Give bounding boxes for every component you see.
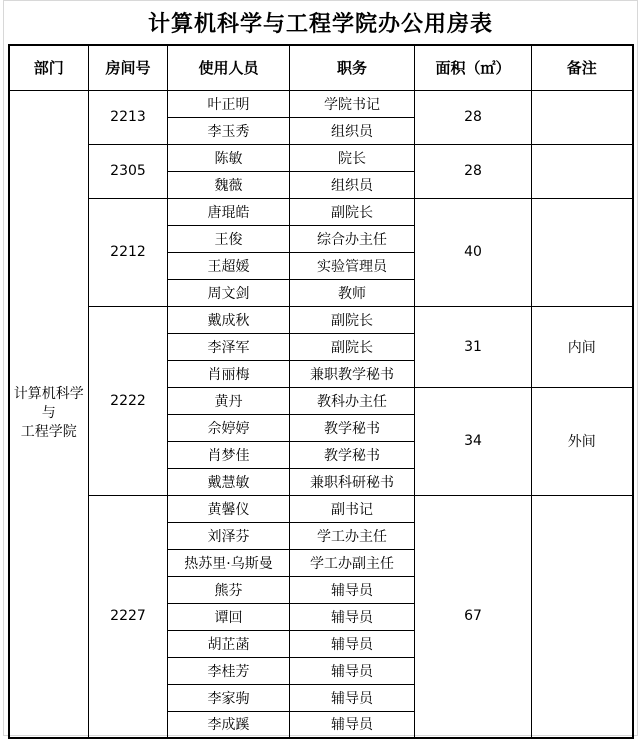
occupant-cell: 熊芬 xyxy=(168,576,290,603)
position-cell: 副院长 xyxy=(290,333,415,360)
room-cell: 2305 xyxy=(89,144,168,198)
position-cell: 组织员 xyxy=(290,171,415,198)
department-cell xyxy=(9,90,89,738)
area-cell: 28 xyxy=(415,144,532,198)
position-cell: 副院长 xyxy=(290,198,415,225)
occupant-cell: 刘泽芬 xyxy=(168,522,290,549)
document-page xyxy=(3,0,638,736)
area-cell: 67 xyxy=(415,495,532,738)
occupant-cell: 周文剑 xyxy=(168,279,290,306)
header-occupant: 使用人员 xyxy=(168,45,290,90)
header-area: 面积（㎡） xyxy=(415,45,532,90)
position-cell: 学工办副主任 xyxy=(290,549,415,576)
office-room-table xyxy=(8,44,634,739)
header-remark: 备注 xyxy=(532,45,633,90)
department-line-1: 计算机科学与 xyxy=(13,386,84,422)
occupant-cell: 王俊 xyxy=(168,225,290,252)
header-row xyxy=(9,45,633,90)
occupant-cell: 戴成秋 xyxy=(168,306,290,333)
table-row xyxy=(9,144,633,171)
area-cell: 34 xyxy=(415,387,532,495)
table-row xyxy=(9,495,633,522)
remark-cell: 内间 xyxy=(532,306,633,387)
table-row xyxy=(9,90,633,117)
remark-cell xyxy=(532,198,633,306)
occupant-cell: 陈敏 xyxy=(168,144,290,171)
occupant-cell: 肖丽梅 xyxy=(168,360,290,387)
position-cell: 学工办主任 xyxy=(290,522,415,549)
room-cell: 2227 xyxy=(89,495,168,738)
occupant-cell: 热苏里·乌斯曼 xyxy=(168,549,290,576)
occupant-cell: 叶正明 xyxy=(168,90,290,117)
position-cell: 辅导员 xyxy=(290,684,415,711)
occupant-cell: 戴慧敏 xyxy=(168,468,290,495)
position-cell: 教科办主任 xyxy=(290,387,415,414)
remark-cell xyxy=(532,495,633,738)
position-cell: 院长 xyxy=(290,144,415,171)
occupant-cell: 胡芷菡 xyxy=(168,630,290,657)
position-cell: 教学秘书 xyxy=(290,414,415,441)
occupant-cell: 唐琨皓 xyxy=(168,198,290,225)
header-position: 职务 xyxy=(290,45,415,90)
occupant-cell: 肖梦佳 xyxy=(168,441,290,468)
header-room: 房间号 xyxy=(89,45,168,90)
occupant-cell: 李泽军 xyxy=(168,333,290,360)
occupant-cell: 李桂芳 xyxy=(168,657,290,684)
remark-cell: 外间 xyxy=(532,387,633,495)
room-cell: 2222 xyxy=(89,306,168,495)
area-cell: 31 xyxy=(415,306,532,387)
remark-cell xyxy=(532,90,633,144)
room-cell: 2212 xyxy=(89,198,168,306)
header-department: 部门 xyxy=(9,45,89,90)
position-cell: 辅导员 xyxy=(290,711,415,738)
position-cell: 辅导员 xyxy=(290,603,415,630)
position-cell: 教师 xyxy=(290,279,415,306)
occupant-cell: 王超媛 xyxy=(168,252,290,279)
position-cell: 辅导员 xyxy=(290,576,415,603)
occupant-cell: 魏薇 xyxy=(168,171,290,198)
occupant-cell: 佘婷婷 xyxy=(168,414,290,441)
remark-cell xyxy=(532,144,633,198)
occupant-cell: 黄馨仪 xyxy=(168,495,290,522)
position-cell: 组织员 xyxy=(290,117,415,144)
occupant-cell: 谭回 xyxy=(168,603,290,630)
department-line-2: 工程学院 xyxy=(20,424,77,441)
position-cell: 教学秘书 xyxy=(290,441,415,468)
area-cell: 40 xyxy=(415,198,532,306)
position-cell: 综合办主任 xyxy=(290,225,415,252)
position-cell: 兼职科研秘书 xyxy=(290,468,415,495)
occupant-cell: 李玉秀 xyxy=(168,117,290,144)
room-cell: 2213 xyxy=(89,90,168,144)
position-cell: 学院书记 xyxy=(290,90,415,117)
position-cell: 副院长 xyxy=(290,306,415,333)
occupant-cell: 李成蹊 xyxy=(168,711,290,738)
position-cell: 辅导员 xyxy=(290,630,415,657)
occupant-cell: 李家驹 xyxy=(168,684,290,711)
position-cell: 实验管理员 xyxy=(290,252,415,279)
position-cell: 副书记 xyxy=(290,495,415,522)
occupant-cell: 黄丹 xyxy=(168,387,290,414)
table-row xyxy=(9,306,633,333)
position-cell: 辅导员 xyxy=(290,657,415,684)
page-title: 计算机科学与工程学院办公用房表 xyxy=(147,12,493,37)
area-cell: 28 xyxy=(415,90,532,144)
position-cell: 兼职教学秘书 xyxy=(290,360,415,387)
table-row xyxy=(9,198,633,225)
